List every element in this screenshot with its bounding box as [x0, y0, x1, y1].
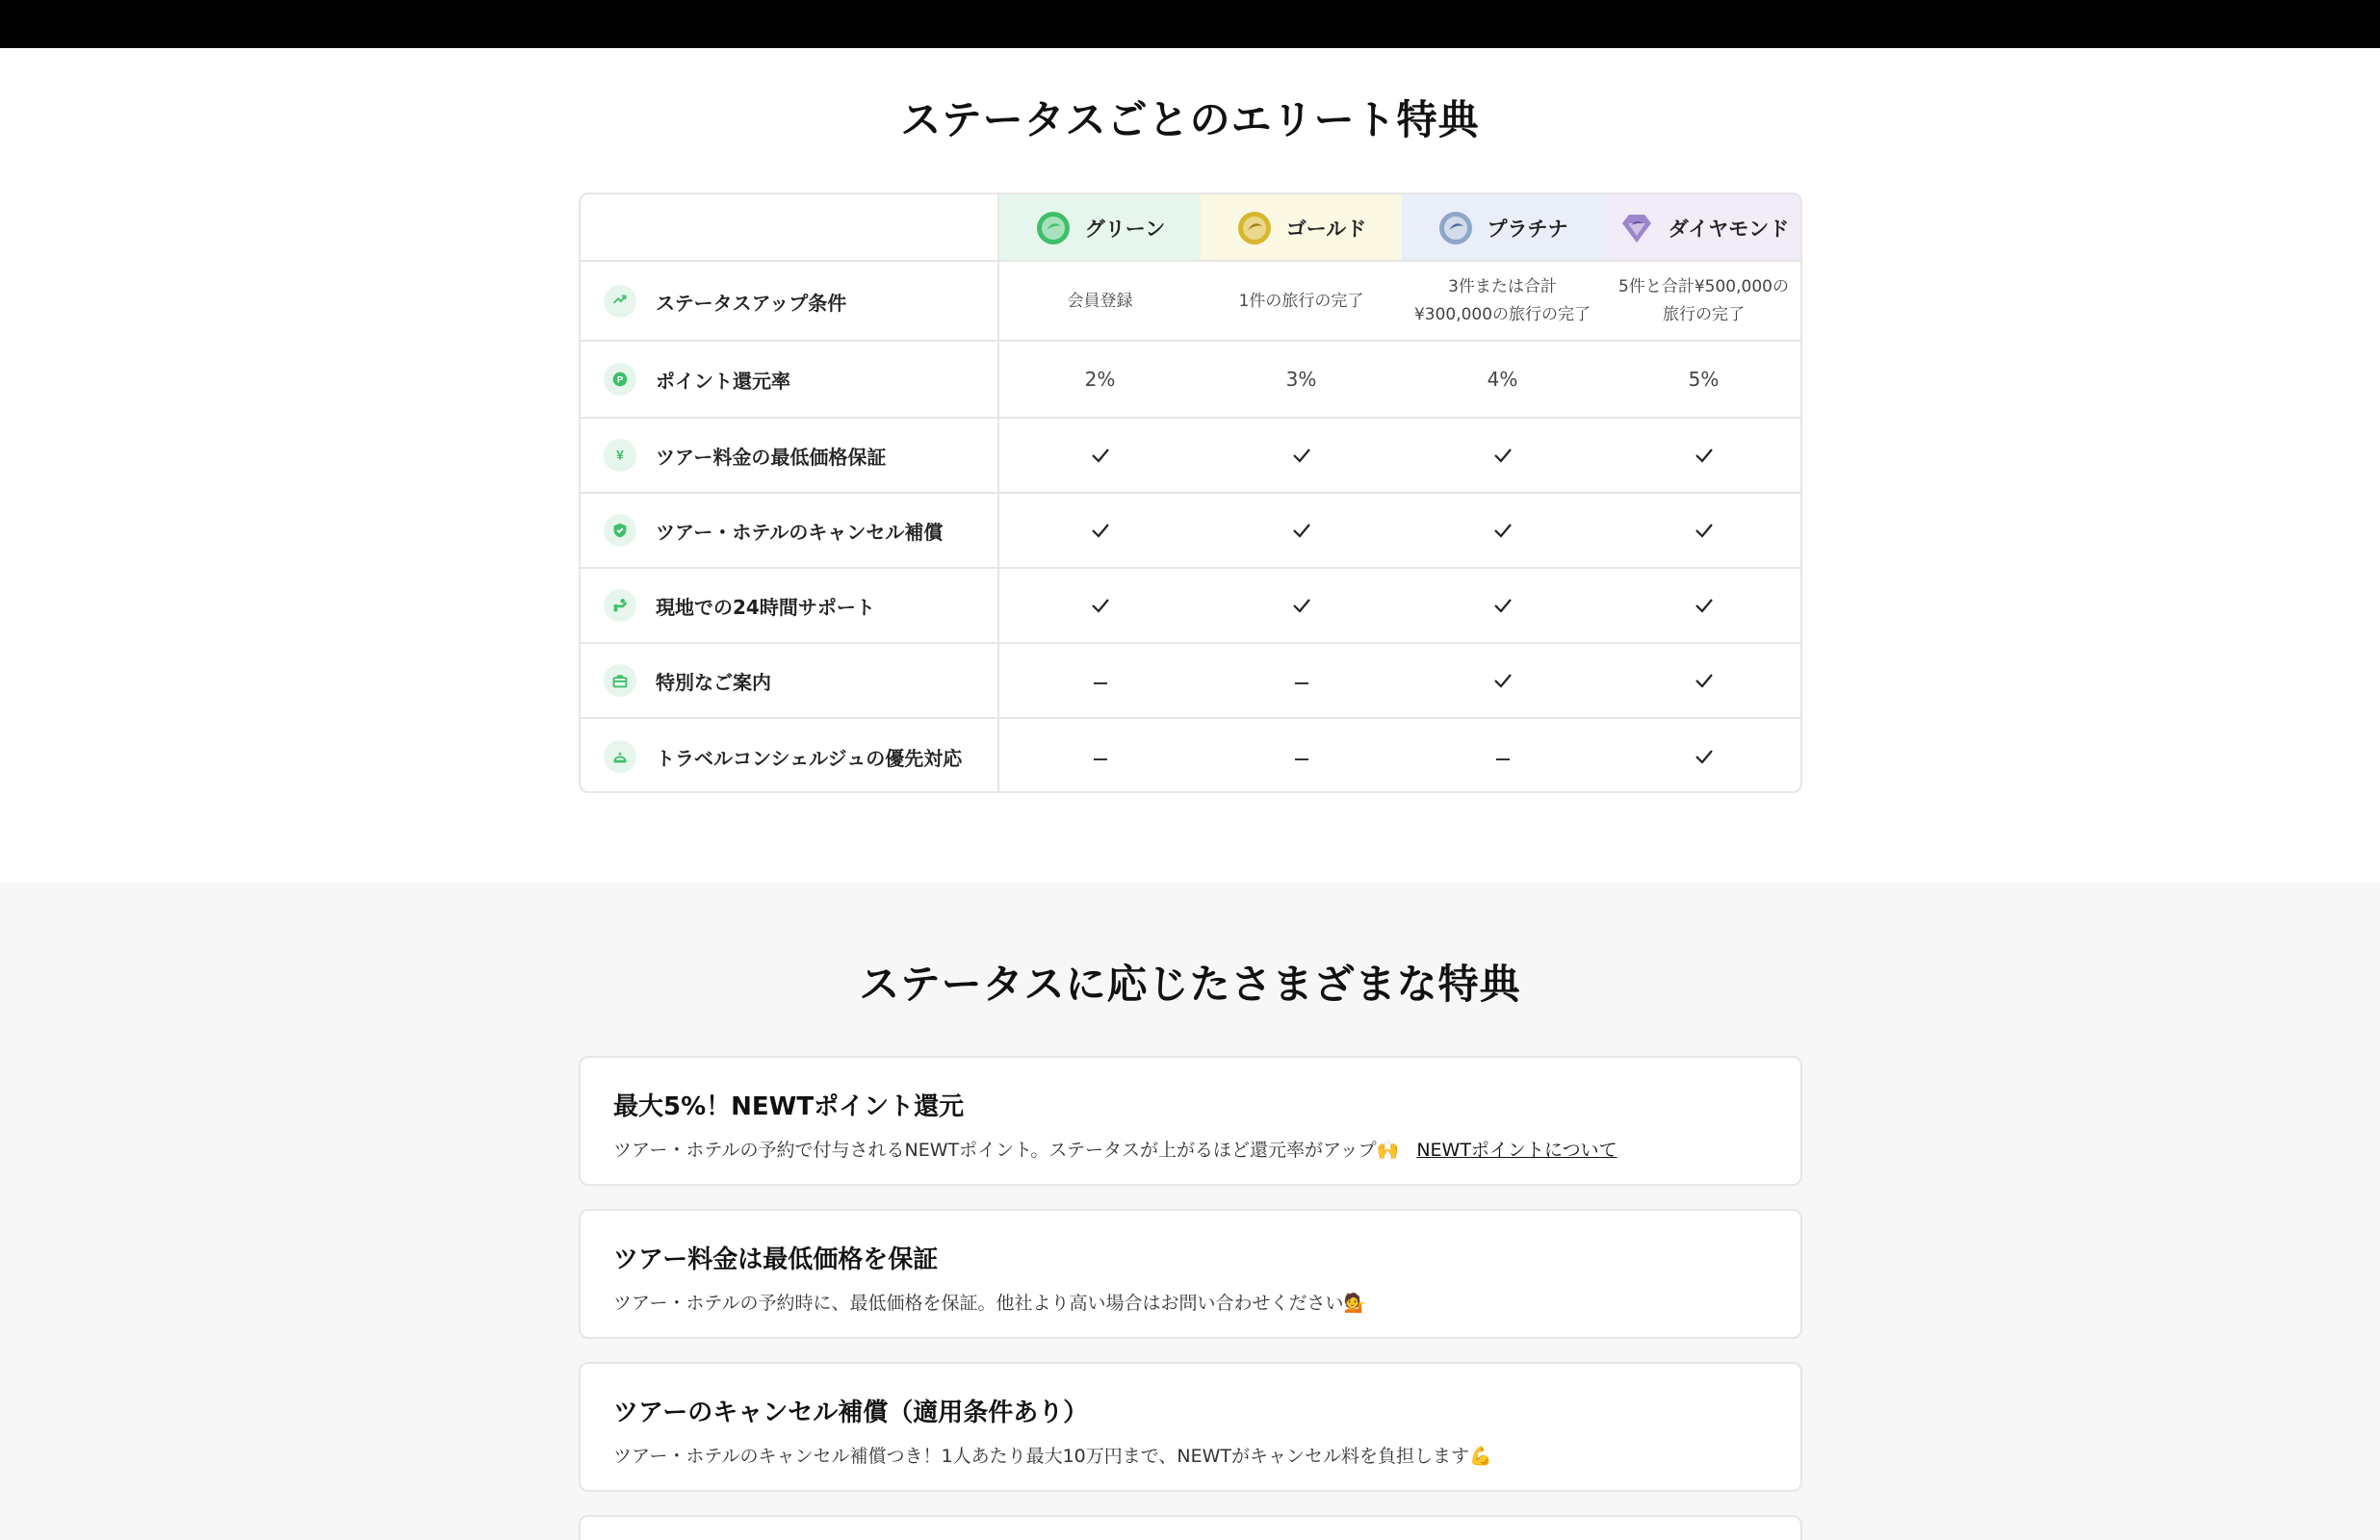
benefit-card-cancel	[579, 1362, 1802, 1492]
benefit-row-text: ポイント還元率	[656, 369, 790, 393]
elite-comparison-table	[579, 192, 1802, 793]
tier-medal-icon	[1618, 210, 1655, 246]
benefit-row-label	[581, 568, 997, 643]
gift-icon	[604, 664, 636, 697]
check-icon	[1603, 568, 1802, 643]
benefits-title: ステータスに応じたさまざまな特典	[859, 961, 1521, 1008]
benefit-card-title: ツアーのキャンセル補償（適用条件あり）	[613, 1399, 1089, 1427]
benefit-card-next	[579, 1515, 1802, 1540]
check-icon	[1201, 493, 1402, 568]
tier-medal-icon	[1437, 210, 1474, 246]
benefit-row-text: 現地での24時間サポート	[656, 595, 875, 619]
benefit-card-lowest-price	[579, 1209, 1802, 1339]
benefit-row-text: ステータスアップ条件	[656, 291, 847, 315]
tier-header	[1201, 194, 1402, 262]
svg-text:P: P	[616, 374, 624, 385]
benefit-row-text: 特別なご案内	[656, 670, 771, 694]
tier-value: 2%	[1084, 367, 1116, 391]
check-icon	[1603, 643, 1802, 718]
support-hand-icon	[604, 589, 636, 622]
tier-name: ゴールド	[1285, 218, 1367, 241]
check-icon	[999, 418, 1201, 493]
svg-text:¥: ¥	[616, 448, 624, 463]
check-icon	[1603, 418, 1802, 493]
tier-name: ダイヤモンド	[1668, 218, 1790, 241]
shield-check-icon	[604, 514, 636, 547]
tier-value: 1件の旅行の完了	[1238, 291, 1364, 311]
check-icon	[1402, 643, 1603, 718]
benefit-row-label	[581, 718, 997, 793]
benefit-card-desc: ツアー・ホテルの予約時に、最低価格を保証。他社より高い場合はお問い合わせください💁	[613, 1293, 1367, 1314]
tier-header	[999, 194, 1201, 262]
tier-value: 会員登録	[1067, 291, 1133, 311]
benefit-row-text: トラベルコンシェルジュの優先対応	[656, 746, 963, 770]
benefit-row-label	[581, 418, 997, 493]
check-icon	[999, 568, 1201, 643]
check-icon	[1603, 493, 1802, 568]
benefit-card-desc: ツアー・ホテルの予約で付与されるNEWTポイント。ステータスが上がるほど還元率がアップ🙌	[613, 1140, 1400, 1161]
check-icon	[1402, 418, 1603, 493]
tier-value: 5%	[1688, 367, 1720, 391]
tier-header	[1402, 194, 1603, 262]
tier-medal-icon	[1035, 210, 1072, 246]
check-icon	[1201, 418, 1402, 493]
top-bar	[0, 0, 2380, 48]
benefit-card-title: ツアー料金は最低価格を保証	[613, 1245, 939, 1274]
benefit-row-label	[581, 341, 997, 418]
tier-value: 4%	[1487, 367, 1518, 391]
benefit-card-title: 最大5%！NEWTポイント還元	[613, 1092, 965, 1121]
elite-title: ステータスごとのエリート特典	[900, 96, 1480, 143]
dash-icon	[1201, 718, 1402, 793]
newt-points-link[interactable]: NEWTポイントについて	[1416, 1140, 1617, 1161]
benefit-row-text: ツアー料金の最低価格保証	[656, 445, 887, 469]
check-icon	[1201, 568, 1402, 643]
tier-name: グリーン	[1084, 218, 1166, 241]
benefit-row-label	[581, 493, 997, 568]
check-icon	[1402, 493, 1603, 568]
benefit-row-label	[581, 643, 997, 718]
concierge-icon	[604, 740, 636, 773]
tier-value: 5件と合計¥500,000の 旅行の完了	[1618, 277, 1789, 324]
dash-icon	[999, 718, 1201, 793]
benefit-card-points	[579, 1056, 1802, 1186]
dash-icon	[1201, 643, 1402, 718]
tier-medal-icon	[1236, 210, 1273, 246]
check-icon	[1603, 718, 1802, 793]
benefit-row-text: ツアー・ホテルのキャンセル補償	[656, 520, 944, 544]
tier-value: 3%	[1285, 367, 1317, 391]
trend-up-icon	[604, 285, 636, 318]
point-coin-icon	[604, 363, 636, 396]
dash-icon	[1402, 718, 1603, 793]
tier-name: プラチナ	[1487, 218, 1568, 241]
check-icon	[999, 493, 1201, 568]
benefit-row-label	[581, 262, 997, 341]
tier-value: 3件または合計 ¥300,000の旅行の完了	[1413, 277, 1591, 324]
benefit-card-desc: ツアー・ホテルのキャンセル補償つき！1人あたり最大10万円まで、NEWTがキャンセル料を負担します💪	[613, 1446, 1492, 1467]
check-icon	[1402, 568, 1603, 643]
dash-icon	[999, 643, 1201, 718]
benefit-card-text	[613, 1136, 1768, 1162]
yen-icon	[604, 439, 636, 472]
tier-header	[1603, 194, 1802, 262]
